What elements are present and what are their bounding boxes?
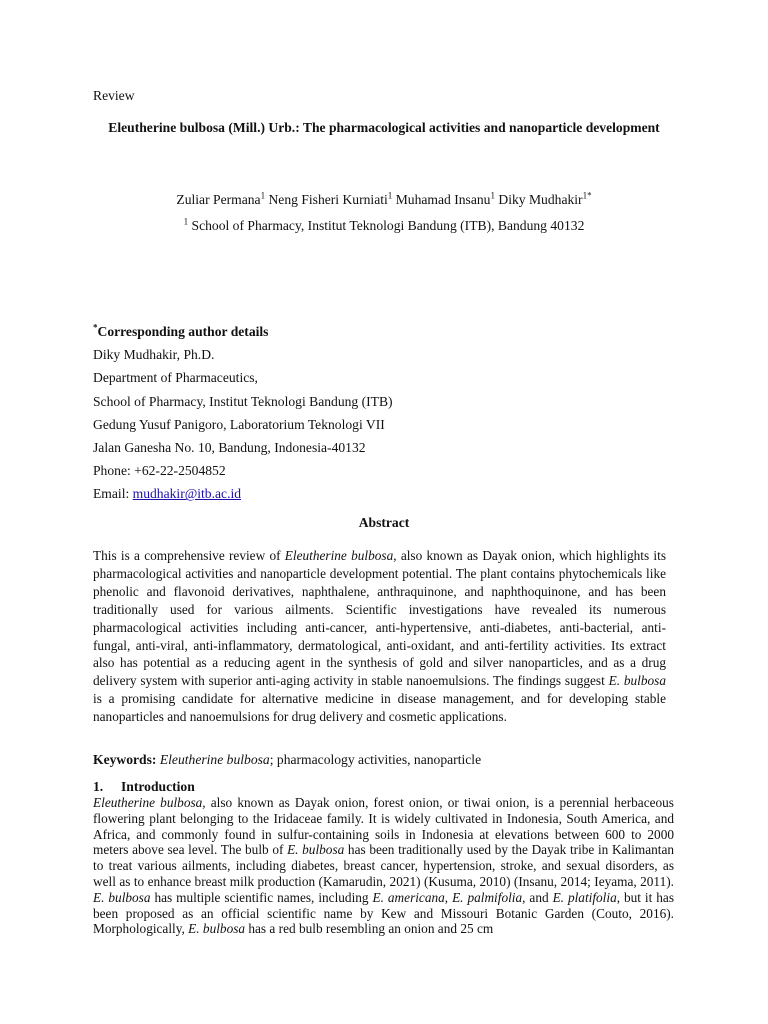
italic-text: E. bulbosa [287,842,345,858]
keywords-label: Keywords: [93,752,157,767]
author-list [93,191,675,209]
paper-title: Eleutherine bulbosa (Mill.) Urb.: The pharmacological activities and nanoparticle development [108,120,660,135]
corresponding-street: Jalan Ganesha No. 10, Bandung, Indonesia-40132 [93,440,366,456]
author-affiliation-mark: 1 [260,190,266,201]
author-affiliation-mark: 1* [582,190,592,201]
italic-text: E. bulbosa [608,673,666,689]
affiliation-text: School of Pharmacy, Institut Teknologi Bandung (ITB), Bandung 40132 [191,218,585,233]
corresponding-author-block [93,320,675,506]
italic-text: E. americana [372,889,445,905]
italic-text: E. bulbosa [188,921,246,937]
text-run: ; pharmacology activities, nanoparticle [269,752,482,767]
keywords-line [93,751,675,769]
italic-text: Eleutherine bulbosa [284,548,394,563]
introduction-heading [93,779,195,795]
section-title: Introduction [121,779,195,794]
text-run: is a promising candidate for alternative medicine in disease management, and for developing stable nanoparticles and nanoemulsions for drug delivery and cosmetic applications. [93,691,666,725]
corresponding-phone: Phone: +62-22-2504852 [93,463,226,479]
text-run: also known as Dayak onion, forest onion, or tiwai onion, is a perennial herbaceous flowering plant belonging to the Iridaceae family. It is widely cultivated in Indonesia, South America, and Africa, and commonly found in sulfur-containing soils in Indonesia at elevations between 600 to 2000 meters above sea level. The bulb of [93,795,674,858]
keywords-text [156,752,481,767]
corresponding-email-line: Email: mudhakir@itb.ac.id [93,486,242,502]
corresponding-star: * [93,322,98,333]
italic-text: Eleutherine bulbosa [159,752,270,767]
author-name: Muhamad Insanu [395,192,491,207]
author-name: Zuliar Permana [176,192,261,207]
corresponding-department: Department of Pharmaceutics, [93,370,258,386]
section-number: 1. [93,779,104,794]
text-run: has a red bulb resembling an onion and 25 cm [245,921,494,937]
text-run: , also known as Dayak onion, which highlights its pharmacological activities and nanoparticle development potential. The plant contains phytochemicals like phenolic and flavonoid derivatives, naphthalene, anthraquinone, and naphthoquinone, and has been traditionally used for various ailments. Scientific investigations have revealed its numerous pharmacological activities including anti-cancer, anti-hypertensive, anti-diabetes, anti-bacterial, anti-fungal, anti-viral, anti-inflammatory, dermatological, anti-oxidant, and anti-fertility activities. Its extract also has potential as a reducing agent in the synthesis of gold and silver nanoparticles, and as a drug delivery system with superior anti-aging activity in stable nanoemulsions. The findings suggest [93,548,666,689]
author-name: Neng Fisheri Kurniati [268,192,388,207]
corresponding-school: School of Pharmacy, Institut Teknologi Bandung (ITB) [93,393,393,409]
affiliation-mark: 1 [183,216,189,227]
article-type-label: Review [93,88,135,103]
author-affiliation-mark: 1 [490,190,495,201]
author-name: Diky Mudhakir [498,192,583,207]
italic-text: E. palmifolia [452,889,523,905]
author-affiliation-mark: 1 [387,190,393,201]
italic-text: E. bulbosa [93,889,151,905]
text-run: This is a comprehensive review of [93,548,285,563]
corresponding-author-name: Diky Mudhakir, Ph.D. [93,347,215,363]
abstract-heading: Abstract [358,515,410,530]
affiliation [93,217,675,235]
corresponding-building: Gedung Yusuf Panigoro, Laboratorium Teknologi VII [93,416,385,432]
abstract-paragraph [93,547,666,726]
text-run: has multiple scientific names, including [150,889,373,905]
italic-text: Eleutherine bulbosa, [93,795,206,810]
text-run: , [444,889,453,905]
italic-text: E. platifolia [552,889,617,905]
email-link[interactable]: mudhakir@itb.ac.id [132,486,242,502]
corresponding-author-heading: *Corresponding author details [93,322,269,339]
introduction-paragraph [93,795,674,937]
text-run: has been traditionally used by the Dayak tribe in Kalimantan to treat various ailments, including diabetes, breast cancer, hypertension, stroke, and sexual disorders, as well as to enhance breast milk production (Kamarudin, 2021) (Kusuma, 2010) (Insanu, 2014; Ieyama, 2011). [93,842,674,889]
text-run: , but it has been proposed as an official scientific name by Kew and Missouri Botanic Garden (Couto, 2016). Morphologically, [93,889,674,937]
text-run: , and [522,889,553,905]
